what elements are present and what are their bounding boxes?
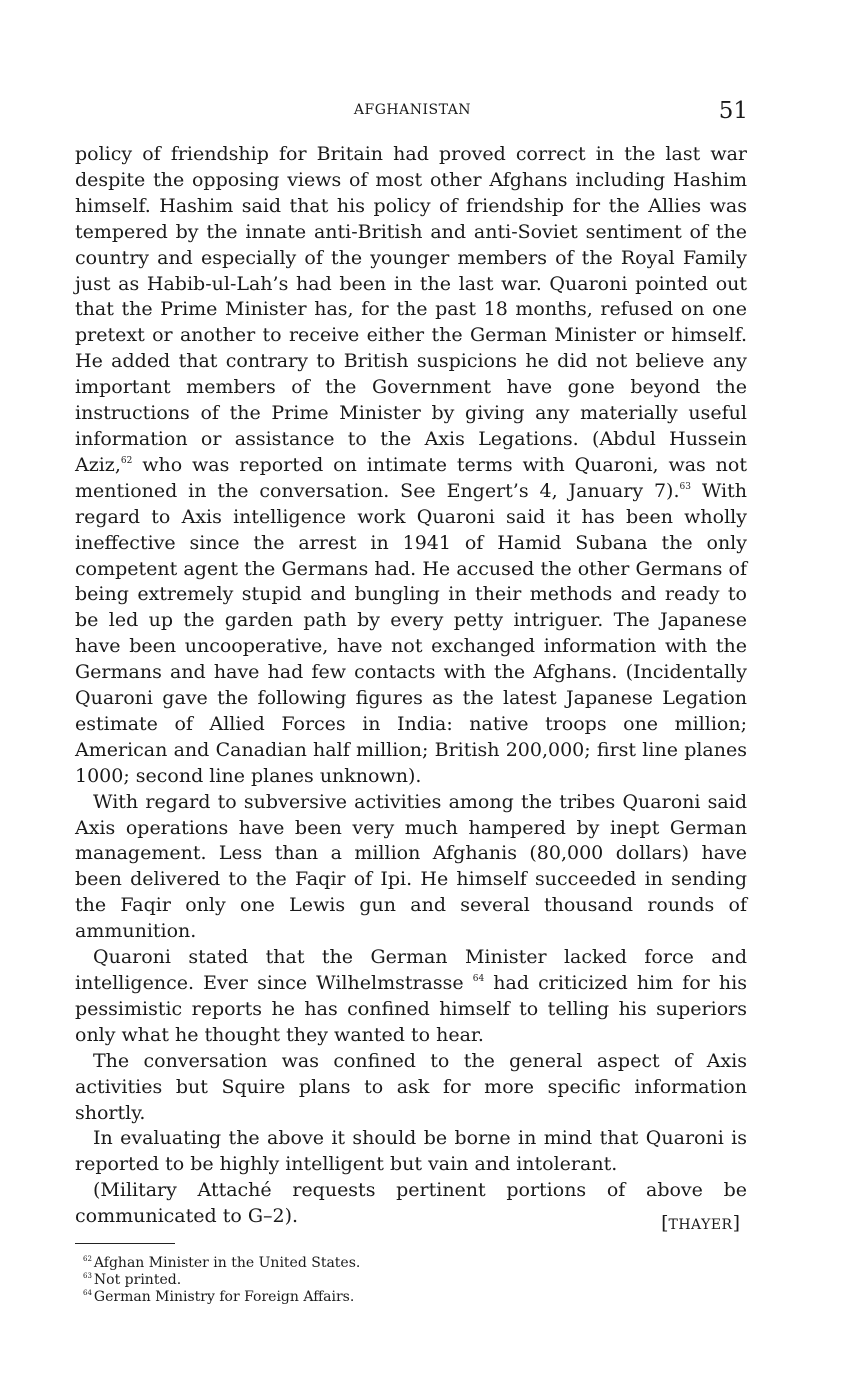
paragraph-1 [75, 142, 747, 790]
footnote-62 [83, 1255, 683, 1272]
paragraph-6: (Military Attaché requests pertinent portions of above be communicated to G–2). [75, 1179, 747, 1228]
signature-close-bracket: ] [732, 1212, 740, 1234]
footnote-divider [75, 1243, 175, 1244]
footnote-mark: 63 [83, 1272, 92, 1280]
footnote-ref-63: 63 [679, 481, 691, 492]
page-header [75, 98, 750, 128]
footnote-ref-64: 64 [472, 974, 485, 984]
paragraph-2: With regard to subversive activities among the tribes Quaroni said Axis operations have been very much hampered by inept German management. Less than a million Afghanis (80,000 dollars) have been delivered to the Faqir of Ipi. He himself succeeded in sending the Faqir only one Lewis gun and several thousand rounds of ammunition. [75, 790, 747, 943]
paragraph-5: In evaluating the above it should be borne in mind that Quaroni is reported to be highly intelligent but vain and intolerant. [75, 1127, 747, 1176]
signature-open-bracket: [ [661, 1212, 669, 1234]
footnote-text: German Ministry for Foreign Affairs. [93, 1289, 355, 1305]
paragraph-3-part-a: Quaroni stated that the German Minister lacked force and intelligence. Ever since Wilhelmstrasse [75, 946, 747, 994]
footnote-mark: 64 [83, 1289, 92, 1297]
paragraph-1-part-b: who was reported on intimate terms with Quaroni, was not mentioned in the conversation. See Engert’s 4, January 7). [75, 453, 747, 502]
signature [661, 1212, 740, 1234]
signature-name: THAYER [668, 1217, 733, 1233]
paragraph-1-part-a: policy of friendship for Britain had proved correct in the last war despite the opposing views of most other Afghans including Hashim himself. Hashim said that his policy of friendship for the Allies was tempered by the innate anti-British and anti-Soviet sentiment of the country and especially of the younger members of the Royal Family just as Habib-ul-Lah’s had been in the last war. Quaroni pointed out that the Prime Minister has, for the past 18 months, refused on one pretext or another to receive either the German Minister or himself. He added that contrary to British suspicions he did not believe any important members of the Government have gone beyond the instructions of the Prime Minister by giving any materially useful information or assistance to the Axis Legations. (Abdul Hussein Aziz, [75, 143, 747, 476]
paragraph-1-part-c: With regard to Axis intelligence work Quaroni said it has been wholly ineffective since the arrest in 1941 of Hamid Subana the only competent agent the Germans had. He accused the other Germans of being extremely stupid and bungling in their methods and ready to be led up the garden path by every petty intriguer. The Japanese have been uncooperative, have not exchanged information with the Germans and have had few contacts with the Afghans. (Incidentally Quaroni gave the following figures as the latest Japanese Legation estimate of Allied Forces in India: native troops one million; American and Canadian half million; British 200,000; first line planes 1000; second line planes unknown). [75, 479, 747, 787]
footnote-63 [83, 1272, 683, 1289]
footnotes [83, 1255, 683, 1306]
footnote-ref-62: 62 [120, 455, 133, 466]
paragraph-3 [75, 945, 747, 1049]
paragraph-4: The conversation was confined to the general aspect of Axis activities but Squire plans to ask for more specific information shortly. [75, 1049, 747, 1124]
footnote-64 [83, 1289, 683, 1306]
footnote-text: Not printed. [93, 1272, 182, 1288]
page-number: 51 [718, 98, 748, 124]
footnote-text: Afghan Minister in the United States. [93, 1255, 361, 1271]
footnote-mark: 62 [83, 1255, 92, 1263]
body-text [75, 142, 747, 1230]
running-title: AFGHANISTAN [353, 102, 472, 118]
paragraph-3-part-b: had criticized him for his pessimistic reports he has confined himself to telling his superiors only what he thought they wanted to hear. [75, 972, 747, 1046]
